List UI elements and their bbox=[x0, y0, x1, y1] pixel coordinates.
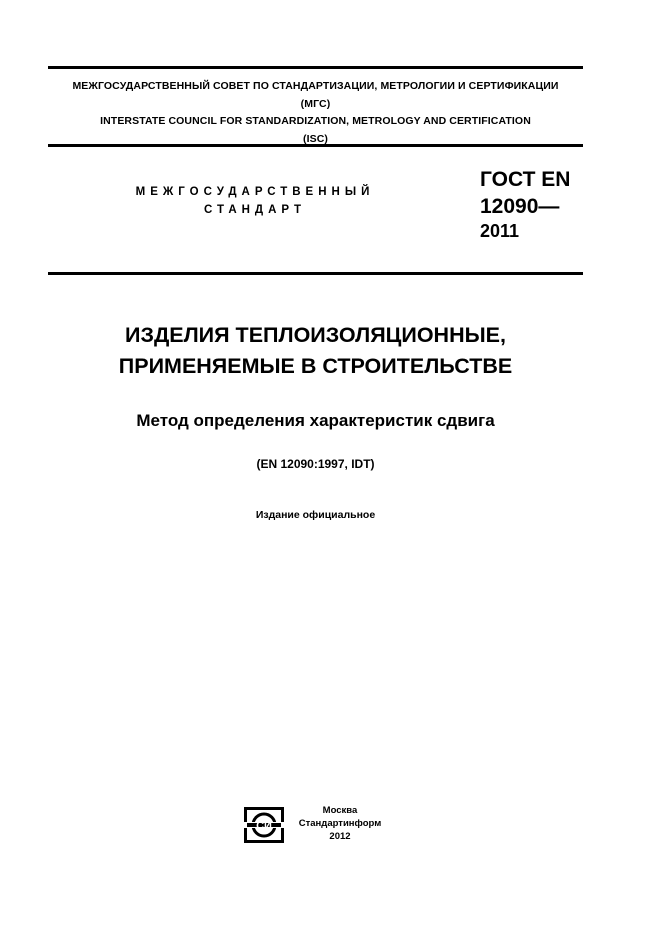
designation-year: 2011 bbox=[480, 221, 520, 241]
document-subtitle: Метод определения характеристик сдвига bbox=[136, 411, 495, 430]
council-header bbox=[48, 78, 583, 148]
designation-line2: 12090— bbox=[480, 195, 560, 218]
council-abbr-ru: (МГС) bbox=[300, 97, 331, 110]
publisher-year: 2012 bbox=[329, 831, 351, 842]
council-abbr-en: (ISC) bbox=[303, 132, 328, 145]
publisher-city: Москва bbox=[322, 805, 358, 816]
equivalence-note: (EN 12090:1997, IDT) bbox=[256, 457, 375, 471]
designation-rule bbox=[48, 272, 583, 275]
header-rule bbox=[48, 144, 583, 147]
standard-designation bbox=[480, 166, 570, 242]
top-rule bbox=[48, 66, 583, 69]
edition-note: Издание официальное bbox=[255, 509, 376, 521]
standard-type bbox=[120, 183, 390, 219]
document-title bbox=[48, 320, 583, 382]
publisher-name: Стандартинформ bbox=[298, 818, 382, 829]
standard-type-line1: МЕЖГОСУДАРСТВЕННЫЙ bbox=[135, 186, 375, 198]
designation-line1: ГОСТ EN bbox=[480, 168, 571, 191]
council-name-en: INTERSTATE COUNCIL FOR STANDARDIZATION, METROLOGY AND CERTIFICATION bbox=[100, 115, 531, 127]
publisher-info bbox=[290, 804, 390, 843]
logo-text: СИ bbox=[256, 820, 272, 832]
council-name-ru: МЕЖГОСУДАРСТВЕННЫЙ СОВЕТ ПО СТАНДАРТИЗАЦИИ, МЕТРОЛОГИИ И СЕРТИФИКАЦИИ bbox=[72, 80, 559, 92]
title-line1: ИЗДЕЛИЯ ТЕПЛОИЗОЛЯЦИОННЫЕ, bbox=[125, 323, 506, 347]
standard-type-line2: СТАНДАРТ bbox=[204, 204, 306, 216]
title-line2: ПРИМЕНЯЕМЫЕ В СТРОИТЕЛЬСТВЕ bbox=[118, 354, 513, 378]
standartinform-logo-icon bbox=[244, 807, 284, 843]
